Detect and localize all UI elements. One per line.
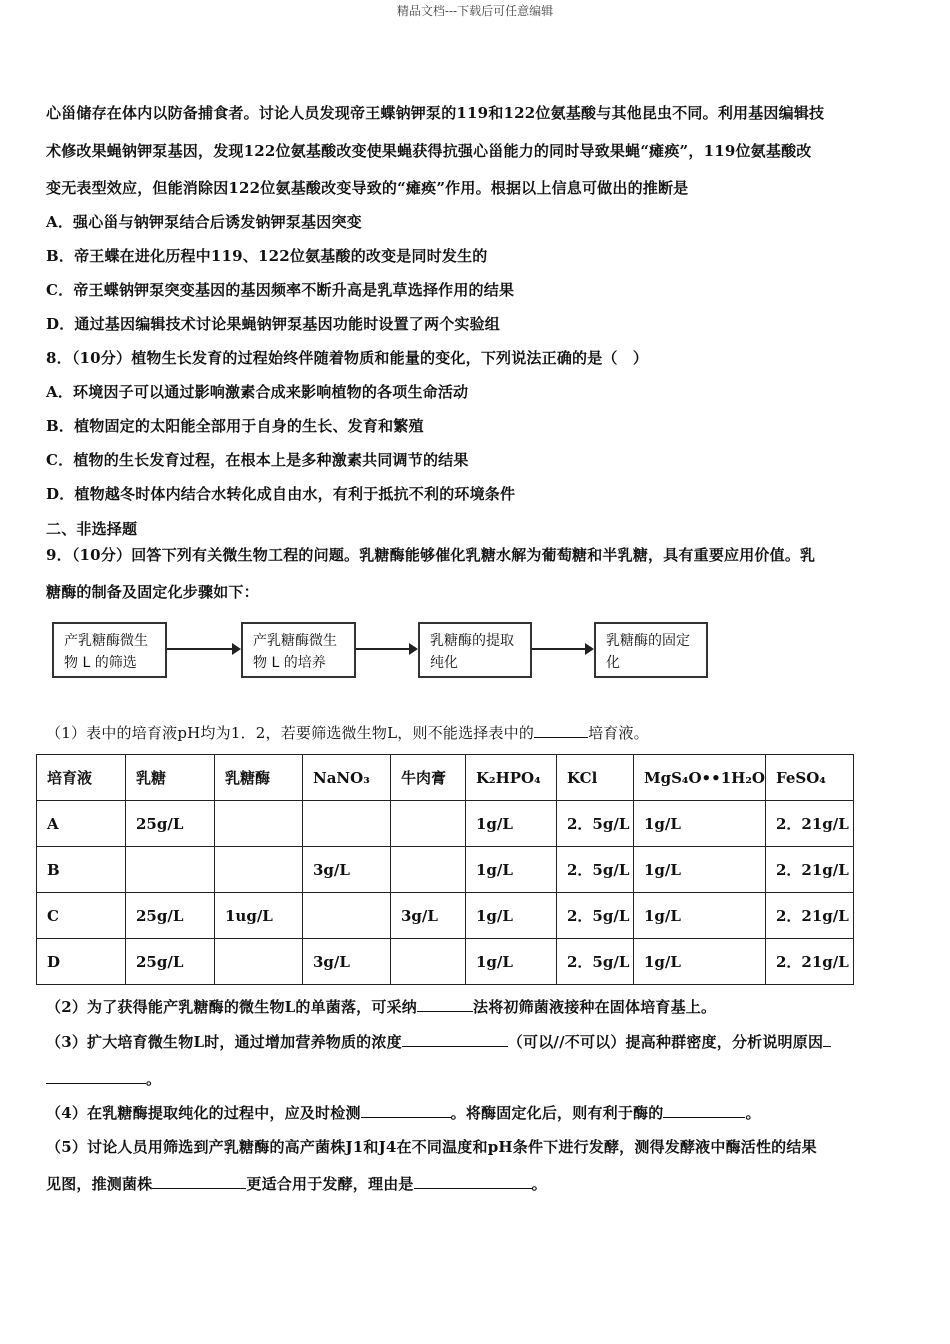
table-cell — [215, 801, 303, 847]
answer-blank[interactable] — [46, 1069, 146, 1084]
answer-blank[interactable] — [152, 1174, 246, 1189]
answer-blank[interactable] — [402, 1032, 508, 1047]
sub-question-3-cont — [46, 1068, 161, 1089]
table-cell — [391, 801, 466, 847]
sub-question-4 — [46, 1102, 761, 1123]
intro-line-3: 变无表型效应，但能消除因122位氨基酸改变导致的“瘫痪”作用。根据以上信息可做出的推断是 — [46, 179, 689, 197]
table-cell: 25g/L — [126, 801, 215, 847]
sub4-text-a: （4）在乳糖酶提取纯化的过程中，应及时检测 — [46, 1104, 361, 1122]
sub-question-5-cont — [46, 1173, 547, 1194]
flow-step-2-line-1: 产乳糖酶微生 — [253, 633, 337, 649]
table-row — [37, 893, 854, 939]
sub2-text-b: 法将初筛菌液接种在固体培育基上。 — [473, 998, 717, 1016]
table-cell: A — [37, 801, 126, 847]
table-cell: 2．5g/L — [557, 847, 634, 893]
q7-option-b: B．帝王蝶在进化历程中119、122位氨基酸的改变是同时发生的 — [46, 247, 488, 265]
intro-line-2: 术修改果蝇钠钾泵基因，发现122位氨基酸改变使果蝇获得抗强心甾能力的同时导致果蝇“瘫痪”，119位氨基酸改 — [46, 142, 812, 160]
table-cell: 1g/L — [466, 893, 557, 939]
q8-option-a: A．环境因子可以通过影响激素合成来影响植物的各项生命活动 — [46, 383, 469, 401]
q7-option-a: A．强心甾与钠钾泵结合后诱发钠钾泵基因突变 — [46, 213, 362, 231]
q8-option-c: C．植物的生长发育过程，在根本上是多种激素共同调节的结果 — [46, 451, 469, 469]
table-header-cell: 乳糖酶 — [215, 755, 303, 801]
q7-option-c: C．帝王蝶钠钾泵突变基因的基因频率不断升高是乳草选择作用的结果 — [46, 281, 515, 299]
table-header-cell: MgS₄O••1H₂O — [634, 755, 766, 801]
answer-blank[interactable] — [823, 1032, 831, 1047]
flow-step-4 — [594, 622, 708, 678]
flow-step-2 — [241, 622, 356, 678]
answer-blank[interactable] — [534, 723, 588, 738]
flow-step-3 — [418, 622, 532, 678]
sub5-text-a: 见图，推测菌株 — [46, 1175, 153, 1193]
table-cell: 25g/L — [126, 939, 215, 985]
table-cell: 2．5g/L — [557, 801, 634, 847]
table-cell: B — [37, 847, 126, 893]
sub4-text-c: 。 — [745, 1104, 761, 1122]
table-cell: 1g/L — [466, 939, 557, 985]
sub-question-5: （5）讨论人员用筛选到产乳糖酶的高产菌株J1和J4在不同温度和pH条件下进行发酵，测得发酵液中酶活性的结果 — [46, 1138, 817, 1156]
section-title: 二、非选择题 — [46, 520, 138, 538]
flow-arrow-3 — [532, 648, 592, 650]
flow-step-4-line-1: 乳糖酶的固定 — [606, 633, 690, 649]
table-row — [37, 939, 854, 985]
table-cell — [215, 939, 303, 985]
flow-step-1-line-2: 物 L 的筛选 — [64, 655, 137, 671]
culture-medium-table — [36, 754, 854, 985]
answer-blank[interactable] — [361, 1103, 451, 1118]
intro-line-1: 心甾储存在体内以防备捕食者。讨论人员发现帝王蝶钠钾泵的119和122位氨基酸与其他昆虫不同。利用基因编辑技 — [46, 104, 825, 122]
table-cell: 3g/L — [303, 847, 391, 893]
table-cell: 2．5g/L — [557, 939, 634, 985]
answer-blank[interactable] — [663, 1103, 745, 1118]
sub-question-2 — [46, 996, 716, 1017]
table-cell: 2．5g/L — [557, 893, 634, 939]
q9-stem-line-2: 糖酶的制备及固定化步骤如下： — [46, 583, 259, 601]
flow-arrow-1 — [167, 648, 239, 650]
table-cell: 3g/L — [303, 939, 391, 985]
table-cell: C — [37, 893, 126, 939]
table-cell: 1g/L — [634, 801, 766, 847]
flow-step-3-line-2: 纯化 — [430, 655, 458, 671]
table-cell — [391, 847, 466, 893]
table-cell: 25g/L — [126, 893, 215, 939]
flow-step-4-line-2: 化 — [606, 655, 620, 671]
flow-step-2-line-2: 物 L 的培养 — [253, 655, 326, 671]
sub3-text-c: 。 — [146, 1070, 162, 1088]
sub1-text-a: （1）表中的培育液pH均为1．2，若要筛选微生物L，则不能选择表中的 — [46, 724, 535, 742]
flow-arrow-2 — [356, 648, 416, 650]
answer-blank[interactable] — [417, 997, 473, 1012]
table-cell: 2．21g/L — [765, 847, 853, 893]
table-header-cell: 乳糖 — [126, 755, 215, 801]
q8-option-d: D．植物越冬时体内结合水转化成自由水，有利于抵抗不利的环境条件 — [46, 485, 516, 503]
sub-question-3 — [46, 1031, 831, 1052]
table-cell: 1g/L — [466, 847, 557, 893]
answer-blank[interactable] — [414, 1174, 532, 1189]
sub5-text-c: 。 — [531, 1175, 547, 1193]
table-cell: 1g/L — [634, 939, 766, 985]
table-cell: 2．21g/L — [765, 939, 853, 985]
table-row — [37, 801, 854, 847]
table-cell: 1g/L — [634, 893, 766, 939]
sub3-text-b: （可以//不可以）提高种群密度，分析说明原因 — [507, 1033, 824, 1051]
q9-stem-line-1: 9．（10分）回答下列有关微生物工程的问题。乳糖酶能够催化乳糖水解为葡萄糖和半乳糖，具有重要应用价值。乳 — [46, 546, 816, 564]
table-cell: 3g/L — [391, 893, 466, 939]
table-cell: 2．21g/L — [765, 801, 853, 847]
table-header-cell: 牛肉膏 — [391, 755, 466, 801]
table-header-row — [37, 755, 854, 801]
table-header-cell: KCl — [557, 755, 634, 801]
q7-option-d: D．通过基因编辑技术讨论果蝇钠钾泵基因功能时设置了两个实验组 — [46, 315, 501, 333]
page-header: 精品文档---下载后可任意编辑 — [396, 4, 554, 18]
table-header-cell: K₂HPO₄ — [466, 755, 557, 801]
sub1-text-b: 培育液。 — [588, 724, 649, 742]
process-flowchart — [52, 622, 712, 682]
flow-step-1-line-1: 产乳糖酶微生 — [64, 633, 148, 649]
q8-option-b: B．植物固定的太阳能全部用于自身的生长、发育和繁殖 — [46, 417, 424, 435]
table-row — [37, 847, 854, 893]
sub5-text-b: 更适合用于发酵，理由是 — [246, 1175, 414, 1193]
table-cell: 2．21g/L — [765, 893, 853, 939]
table-header-cell: NaNO₃ — [303, 755, 391, 801]
table-cell — [126, 847, 215, 893]
table-cell: 1ug/L — [215, 893, 303, 939]
sub3-text-a: （3）扩大培育微生物L时，通过增加营养物质的浓度 — [46, 1033, 402, 1051]
q8-stem: 8．（10分）植物生长发育的过程始终伴随着物质和能量的变化，下列说法正确的是（ ） — [46, 349, 649, 367]
flow-step-3-line-1: 乳糖酶的提取 — [430, 633, 514, 649]
sub-question-1 — [46, 722, 649, 743]
table-cell: 1g/L — [634, 847, 766, 893]
sub4-text-b: 。将酶固定化后，则有利于酶的 — [450, 1104, 664, 1122]
table-header-cell: 培育液 — [37, 755, 126, 801]
table-cell — [391, 939, 466, 985]
table-cell — [215, 847, 303, 893]
table-cell: 1g/L — [466, 801, 557, 847]
table-cell — [303, 801, 391, 847]
table-cell: D — [37, 939, 126, 985]
flow-step-1 — [52, 622, 167, 678]
sub2-text-a: （2）为了获得能产乳糖酶的微生物L的单菌落，可采纳 — [46, 998, 417, 1016]
table-header-cell: FeSO₄ — [765, 755, 853, 801]
table-cell — [303, 893, 391, 939]
